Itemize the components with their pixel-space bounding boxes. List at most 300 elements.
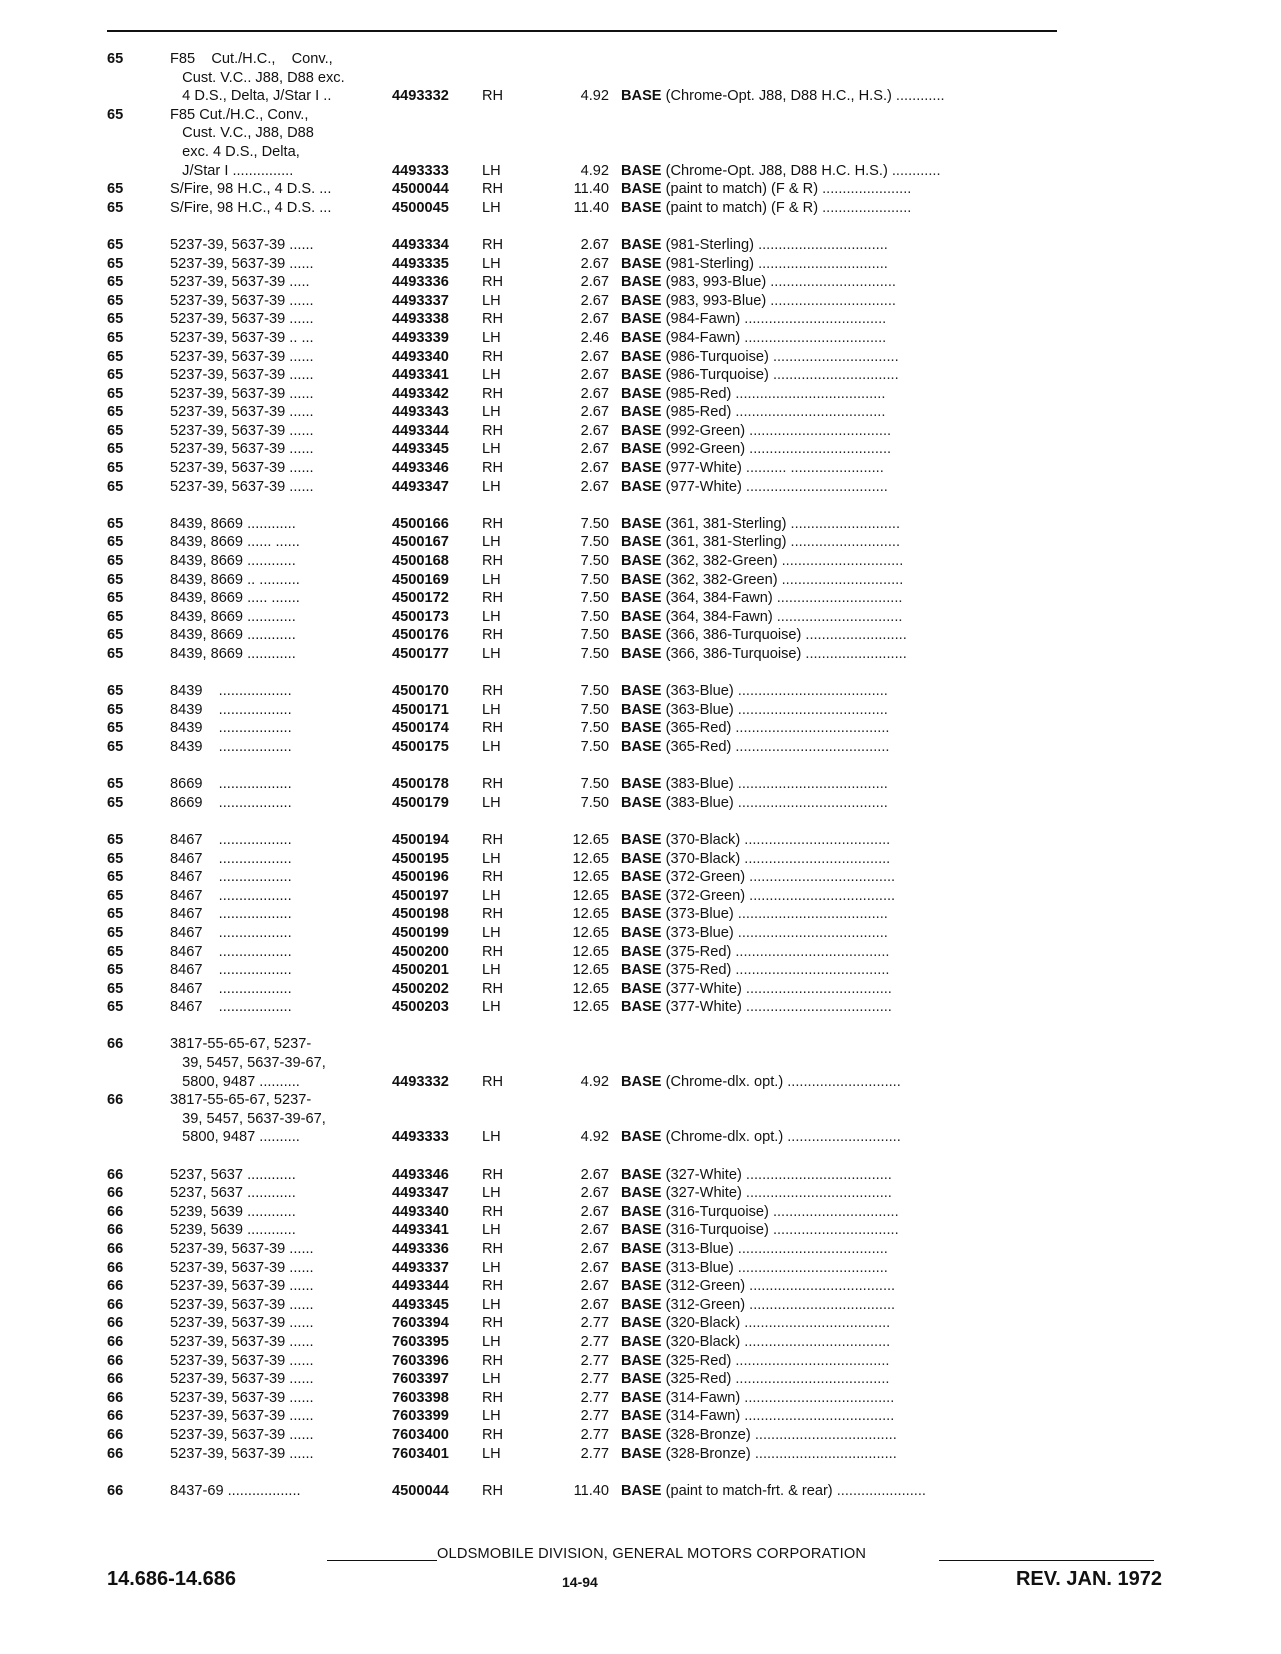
description <box>621 608 1057 627</box>
model-year: 66 <box>107 1222 124 1239</box>
list-item <box>107 589 1057 608</box>
model-year: 65 <box>107 422 124 439</box>
group-spacer <box>107 217 1057 236</box>
price: 7.50 <box>580 720 609 737</box>
list-item <box>107 868 1057 887</box>
group-spacer <box>107 1147 1057 1166</box>
model-year: 65 <box>107 292 124 309</box>
list-item <box>107 1277 1057 1296</box>
model-year: 65 <box>107 274 124 291</box>
part-number: 4500045 <box>392 199 449 216</box>
description <box>621 1035 1057 1054</box>
description <box>621 1221 1057 1240</box>
description-name: BASE <box>621 441 662 458</box>
list-item <box>107 1389 1057 1408</box>
description-name: BASE <box>621 274 662 291</box>
description-detail: (383-Blue) <box>661 794 734 811</box>
model-year: 65 <box>107 980 124 997</box>
list-item <box>107 1203 1057 1222</box>
list-item <box>107 366 1057 385</box>
price <box>520 1054 621 1073</box>
model-numbers: exc. 4 D.S., Delta, <box>170 143 300 160</box>
description-name: BASE <box>621 367 662 384</box>
description-detail: (986-Turquoise) <box>661 348 769 365</box>
model-year: 66 <box>107 1203 124 1220</box>
price: 12.65 <box>572 999 609 1016</box>
price: 7.50 <box>580 683 609 700</box>
description-detail: (373-Blue) <box>661 924 734 941</box>
description-name: BASE <box>621 1166 662 1183</box>
description <box>621 403 1057 422</box>
model-numbers: S/Fire, 98 H.C., 4 D.S. ... <box>170 199 332 216</box>
price: 2.67 <box>580 1278 609 1295</box>
description-detail: (992-Green) <box>661 422 746 439</box>
price: 2.46 <box>580 329 609 346</box>
description <box>621 924 1057 943</box>
side <box>482 1035 520 1054</box>
list-item <box>107 905 1057 924</box>
model-numbers: 5237-39, 5637-39 ...... <box>170 1426 314 1443</box>
description-detail: (981-Sterling) <box>661 255 755 272</box>
dot-leader: ..................................... <box>733 906 888 923</box>
description-name: BASE <box>621 590 662 607</box>
model-year: 65 <box>107 255 124 272</box>
part-number: 4493346 <box>392 460 449 477</box>
top-rule <box>107 30 1057 32</box>
model-numbers: 3817-55-65-67, 5237- <box>170 1092 312 1109</box>
dot-leader: ...................... <box>818 199 912 216</box>
model-year: 65 <box>107 553 124 570</box>
description <box>621 1259 1057 1278</box>
dot-leader: ..................................... <box>733 776 888 793</box>
model-year <box>107 1054 170 1073</box>
model-numbers: 5237-39, 5637-39 ...... <box>170 441 314 458</box>
side: LH <box>482 738 501 755</box>
part-number: 4493341 <box>392 367 449 384</box>
list-item <box>107 1482 1057 1501</box>
side: LH <box>482 1222 501 1239</box>
description <box>621 87 1057 106</box>
model-numbers: 5237-39, 5637-39 ...... <box>170 1352 314 1369</box>
list-item <box>107 385 1057 404</box>
description-detail: (370-Black) <box>661 831 741 848</box>
dot-leader: ..................................... <box>733 683 888 700</box>
description-detail: (363-Blue) <box>661 683 734 700</box>
description <box>621 645 1057 664</box>
description-name: BASE <box>621 1389 662 1406</box>
description <box>621 180 1057 199</box>
dot-leader: .................................... <box>741 999 892 1016</box>
dot-leader: ........................... <box>786 534 901 551</box>
part-number <box>392 1110 482 1129</box>
model-numbers: 5237-39, 5637-39 ...... <box>170 1333 314 1350</box>
model-numbers: 5800, 9487 .......... <box>170 1073 300 1090</box>
dot-leader: ............ <box>887 162 941 179</box>
price: 4.92 <box>580 1073 609 1090</box>
description <box>621 831 1057 850</box>
dot-leader: ............................... <box>772 590 903 607</box>
description <box>621 1054 1057 1073</box>
model-numbers: 8467 .................. <box>170 831 292 848</box>
description-name: BASE <box>621 627 662 644</box>
part-number: 7603401 <box>392 1445 449 1462</box>
side: RH <box>482 1241 504 1257</box>
description-detail: (313-Blue) <box>661 1241 734 1257</box>
description <box>621 589 1057 608</box>
list-item <box>107 980 1057 999</box>
side: RH <box>482 869 504 886</box>
list-item <box>107 645 1057 664</box>
description-detail: (985-Red) <box>661 385 732 402</box>
dot-leader: .................................... <box>741 1185 892 1202</box>
description-name: BASE <box>621 1333 662 1350</box>
page-footer <box>107 1568 1162 1596</box>
dot-leader: .......... ....................... <box>741 460 884 477</box>
description <box>621 1073 1057 1092</box>
model-numbers: 8467 .................. <box>170 924 292 941</box>
dot-leader: ...................... <box>832 1482 926 1499</box>
price <box>520 1110 621 1129</box>
price: 7.50 <box>580 776 609 793</box>
model-year: 65 <box>107 924 124 941</box>
parts-list <box>107 50 1057 1500</box>
list-item <box>107 459 1057 478</box>
dot-leader: .................................... <box>740 850 891 867</box>
description <box>621 1426 1057 1445</box>
list-item <box>107 831 1057 850</box>
dot-leader: .................................... <box>740 831 891 848</box>
part-number: 4493344 <box>392 422 449 439</box>
part-number: 7603396 <box>392 1352 449 1369</box>
dot-leader: ..................................... <box>733 701 888 718</box>
description <box>621 1352 1057 1371</box>
description-name: BASE <box>621 794 662 811</box>
description-detail: (365-Red) <box>661 720 732 737</box>
price <box>520 1091 621 1110</box>
model-year: 66 <box>107 1315 124 1332</box>
dot-leader: ................................... <box>740 311 887 328</box>
list-item <box>107 106 1057 125</box>
description-detail: (372-Green) <box>661 869 746 886</box>
list-item <box>107 1166 1057 1185</box>
model-year: 66 <box>107 1296 124 1313</box>
part-number <box>392 69 482 88</box>
side: RH <box>482 385 504 402</box>
price <box>520 1035 621 1054</box>
dot-leader: ...................................... <box>731 962 890 979</box>
description-name: BASE <box>621 646 662 662</box>
side: RH <box>482 1166 504 1183</box>
description-name: BASE <box>621 1371 662 1388</box>
price: 12.65 <box>572 980 609 997</box>
part-number: 4500197 <box>392 887 449 904</box>
dot-leader: ..................................... <box>733 1241 888 1257</box>
footer-division-line <box>107 1544 1057 1566</box>
description <box>621 1333 1057 1352</box>
price: 2.67 <box>580 1203 609 1220</box>
price: 7.50 <box>580 627 609 644</box>
model-year: 65 <box>107 962 124 979</box>
side: LH <box>482 999 501 1016</box>
dot-leader: ...................................... <box>731 1371 890 1388</box>
list-item <box>107 1054 1057 1073</box>
side: RH <box>482 1203 504 1220</box>
price <box>520 143 621 162</box>
dot-leader: ..................................... <box>733 924 888 941</box>
model-numbers: 5237-39, 5637-39 ...... <box>170 385 314 402</box>
description <box>621 905 1057 924</box>
dot-leader: ..................................... <box>731 385 886 402</box>
description-name: BASE <box>621 776 662 793</box>
model-year: 65 <box>107 701 124 718</box>
side: RH <box>482 1426 504 1443</box>
dot-leader: .................................... <box>741 1166 892 1183</box>
model-year <box>107 162 170 181</box>
side <box>482 106 520 125</box>
list-item <box>107 794 1057 813</box>
model-year <box>107 124 170 143</box>
description-detail: (983, 993-Blue) <box>661 274 767 291</box>
description-detail: (Chrome-dlx. opt.) <box>661 1073 784 1090</box>
list-item <box>107 1296 1057 1315</box>
description-detail: (327-White) <box>661 1185 742 1202</box>
model-numbers: 8439, 8669 .. .......... <box>170 571 300 588</box>
description-detail: (983, 993-Blue) <box>661 292 767 309</box>
price: 2.67 <box>580 274 609 291</box>
price: 7.50 <box>580 738 609 755</box>
dot-leader: ................................... <box>750 1445 897 1462</box>
model-numbers: 5237-39, 5637-39 ...... <box>170 367 314 384</box>
description-detail: (361, 381-Sterling) <box>661 515 787 532</box>
model-numbers: 8439, 8669 ..... ....... <box>170 590 300 607</box>
price: 2.77 <box>580 1371 609 1388</box>
dot-leader: ................................ <box>754 236 888 253</box>
description-name: BASE <box>621 1259 662 1276</box>
description-name: BASE <box>621 553 662 570</box>
side: RH <box>482 88 504 105</box>
description-name: BASE <box>621 1445 662 1462</box>
model-numbers: 8467 .................. <box>170 850 292 867</box>
dot-leader: .................................... <box>745 887 896 904</box>
model-numbers: 8467 .................. <box>170 906 292 923</box>
list-item <box>107 69 1057 88</box>
side: RH <box>482 236 504 253</box>
description-name: BASE <box>621 1482 662 1499</box>
side: RH <box>482 348 504 365</box>
model-year: 65 <box>107 367 124 384</box>
dot-leader: ................................... <box>750 1426 897 1443</box>
dot-leader: ...................... <box>818 181 912 198</box>
list-item <box>107 1091 1057 1110</box>
dot-leader: ............................... <box>766 274 896 291</box>
price: 7.50 <box>580 608 609 625</box>
side: LH <box>482 1296 501 1313</box>
list-item <box>107 1370 1057 1389</box>
description <box>621 478 1057 497</box>
description <box>621 1314 1057 1333</box>
description-detail: (375-Red) <box>661 962 732 979</box>
price: 2.67 <box>580 1259 609 1276</box>
model-numbers: 5237-39, 5637-39 ...... <box>170 255 314 272</box>
list-item <box>107 273 1057 292</box>
model-year <box>107 87 170 106</box>
model-year: 65 <box>107 199 124 216</box>
dot-leader: ..................................... <box>731 404 886 421</box>
description-name: BASE <box>621 515 662 532</box>
side: RH <box>482 1482 504 1499</box>
part-number: 4493333 <box>392 162 449 179</box>
model-year: 65 <box>107 236 124 253</box>
price: 2.67 <box>580 311 609 328</box>
description-name: BASE <box>621 869 662 886</box>
model-numbers: 39, 5457, 5637-39-67, <box>170 1055 326 1072</box>
list-item <box>107 292 1057 311</box>
list-item <box>107 719 1057 738</box>
description-name: BASE <box>621 311 662 328</box>
model-year: 65 <box>107 404 124 421</box>
price: 7.50 <box>580 534 609 551</box>
dot-leader: ................................ <box>754 255 888 272</box>
description-detail: (paint to match) (F & R) <box>661 181 819 198</box>
side: LH <box>482 608 501 625</box>
footer-rule-left <box>327 1560 437 1561</box>
model-numbers: 8467 .................. <box>170 887 292 904</box>
description-name: BASE <box>621 199 662 216</box>
list-item <box>107 255 1057 274</box>
part-number: 4493338 <box>392 311 449 328</box>
price: 2.67 <box>580 367 609 384</box>
model-year: 65 <box>107 181 124 198</box>
list-item <box>107 533 1057 552</box>
model-numbers: 8439 .................. <box>170 701 292 718</box>
description-name: BASE <box>621 906 662 923</box>
list-item <box>107 571 1057 590</box>
model-numbers: 5237, 5637 ............ <box>170 1166 296 1183</box>
model-numbers: 4 D.S., Delta, J/Star I .. <box>170 88 332 105</box>
model-numbers: F85 Cut./H.C., Conv., <box>170 51 333 67</box>
side: LH <box>482 1129 501 1146</box>
side: LH <box>482 329 501 346</box>
price: 2.77 <box>580 1389 609 1406</box>
part-number: 4500044 <box>392 1482 449 1499</box>
model-numbers: 5237-39, 5637-39 ...... <box>170 404 314 421</box>
model-year: 65 <box>107 478 124 495</box>
model-numbers: 5237-39, 5637-39 ...... <box>170 1371 314 1388</box>
model-year: 65 <box>107 646 124 662</box>
revision-date: REV. JAN. 1972 <box>1015 1568 1162 1590</box>
model-year: 66 <box>107 1036 124 1053</box>
description <box>621 459 1057 478</box>
description-detail: (985-Red) <box>661 404 732 421</box>
part-number: 4500166 <box>392 515 449 532</box>
side <box>482 143 520 162</box>
dot-leader: .................................... <box>740 1333 891 1350</box>
side: RH <box>482 943 504 960</box>
description-detail: (366, 386-Turquoise) <box>661 646 802 662</box>
description-name: BASE <box>621 162 662 179</box>
list-item <box>107 1240 1057 1259</box>
description <box>621 1389 1057 1408</box>
side: LH <box>482 1333 501 1350</box>
model-year <box>107 1110 170 1129</box>
model-year: 66 <box>107 1389 124 1406</box>
model-year: 65 <box>107 441 124 458</box>
model-numbers: Cust. V.C., J88, D88 <box>170 125 314 142</box>
description-detail: (Chrome-Opt. J88, D88 H.C., H.S.) <box>661 88 892 105</box>
model-numbers: 8669 .................. <box>170 794 292 811</box>
side: LH <box>482 571 501 588</box>
part-number: 7603395 <box>392 1333 449 1350</box>
description-name: BASE <box>621 181 662 198</box>
dot-leader: ............................... <box>768 367 899 384</box>
part-number: 4493340 <box>392 1203 449 1220</box>
list-item <box>107 1314 1057 1333</box>
description <box>621 515 1057 534</box>
dot-leader: ..................................... <box>740 1389 895 1406</box>
side: RH <box>482 1389 504 1406</box>
division-name: OLDSMOBILE DIVISION, GENERAL MOTORS CORPORATION <box>437 1546 867 1562</box>
model-numbers: 5237-39, 5637-39 .. ... <box>170 329 314 346</box>
model-numbers: 5237-39, 5637-39 ...... <box>170 1445 314 1462</box>
dot-leader: ............................... <box>766 292 896 309</box>
description-detail: (320-Black) <box>661 1333 741 1350</box>
price: 2.67 <box>580 1166 609 1183</box>
model-numbers: 8467 .................. <box>170 869 292 886</box>
side: RH <box>482 1073 504 1090</box>
dot-leader: ............................ <box>783 1073 901 1090</box>
part-number <box>392 1091 482 1110</box>
description-name: BASE <box>621 1185 662 1202</box>
description-name: BASE <box>621 1352 662 1369</box>
model-year: 65 <box>107 720 124 737</box>
description-name: BASE <box>621 404 662 421</box>
description-name: BASE <box>621 1073 662 1090</box>
price: 12.65 <box>572 887 609 904</box>
model-numbers: 8467 .................. <box>170 980 292 997</box>
side: RH <box>482 683 504 700</box>
side <box>482 1054 520 1073</box>
side: RH <box>482 553 504 570</box>
model-numbers: 8669 .................. <box>170 776 292 793</box>
side: LH <box>482 1185 501 1202</box>
side: RH <box>482 460 504 477</box>
description <box>621 701 1057 720</box>
side: LH <box>482 404 501 421</box>
model-year: 66 <box>107 1278 124 1295</box>
model-numbers: 8467 .................. <box>170 943 292 960</box>
description-name: BASE <box>621 924 662 941</box>
list-item <box>107 1184 1057 1203</box>
side: LH <box>482 924 501 941</box>
description-name: BASE <box>621 236 662 253</box>
price: 7.50 <box>580 794 609 811</box>
description-detail: (paint to match-frt. & rear) <box>661 1482 833 1499</box>
list-item <box>107 1352 1057 1371</box>
price: 12.65 <box>572 831 609 848</box>
model-year <box>107 69 170 88</box>
description <box>621 980 1057 999</box>
description-detail: (312-Green) <box>661 1296 746 1313</box>
description <box>621 571 1057 590</box>
group-spacer <box>107 1463 1057 1482</box>
side: RH <box>482 980 504 997</box>
model-year: 65 <box>107 590 124 607</box>
list-item <box>107 348 1057 367</box>
dot-leader: ............................... <box>768 1203 899 1220</box>
part-number: 4500177 <box>392 646 449 662</box>
part-number: 4493347 <box>392 1185 449 1202</box>
list-item <box>107 1128 1057 1147</box>
